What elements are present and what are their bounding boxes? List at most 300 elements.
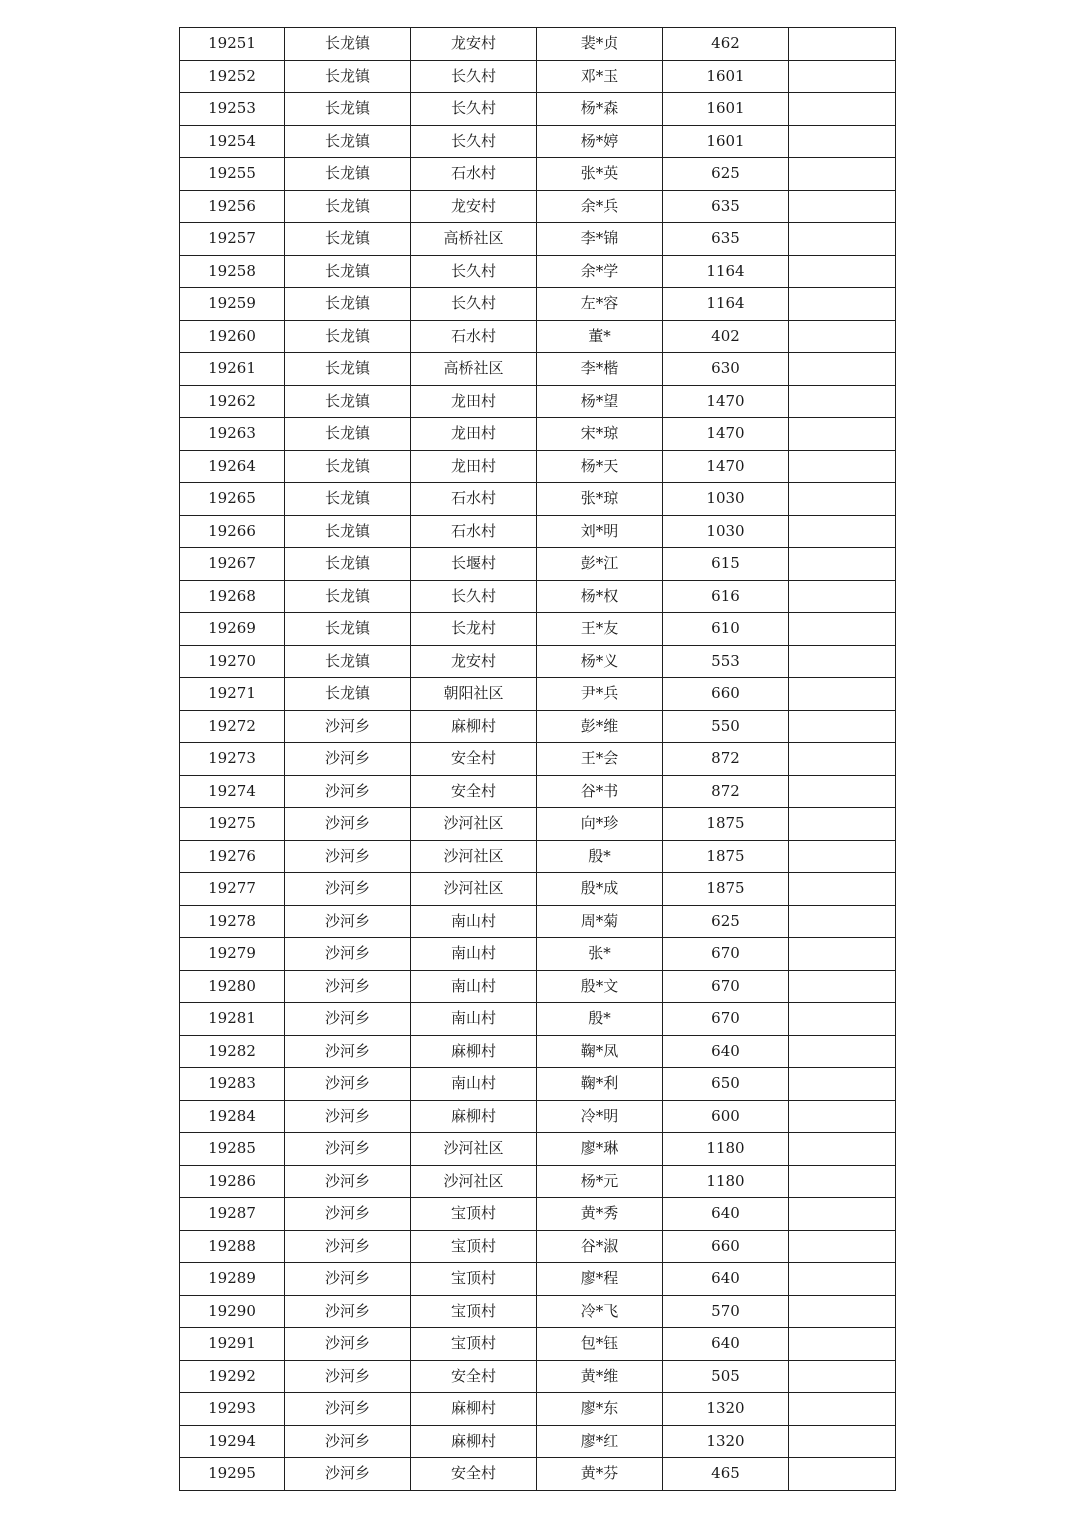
remark-cell <box>789 483 896 516</box>
remark-cell <box>789 970 896 1003</box>
township-cell: 长龙镇 <box>285 223 411 256</box>
remark-cell <box>789 1295 896 1328</box>
serial-number-cell: 19267 <box>180 548 285 581</box>
person-name-cell: 王*友 <box>537 613 663 646</box>
table-row <box>180 1035 896 1068</box>
township-cell: 长龙镇 <box>285 645 411 678</box>
village-cell: 宝顶村 <box>411 1328 537 1361</box>
serial-number-cell: 19285 <box>180 1133 285 1166</box>
township-cell: 沙河乡 <box>285 1003 411 1036</box>
township-cell: 沙河乡 <box>285 1360 411 1393</box>
serial-number-cell: 19259 <box>180 288 285 321</box>
serial-number-cell: 19282 <box>180 1035 285 1068</box>
remark-cell <box>789 775 896 808</box>
township-cell: 沙河乡 <box>285 1165 411 1198</box>
amount-cell: 402 <box>663 320 789 353</box>
village-cell: 高桥社区 <box>411 353 537 386</box>
serial-number-cell: 19266 <box>180 515 285 548</box>
amount-cell: 1180 <box>663 1133 789 1166</box>
table-row <box>180 1165 896 1198</box>
amount-cell: 670 <box>663 1003 789 1036</box>
person-name-cell: 杨*森 <box>537 93 663 126</box>
table-row <box>180 353 896 386</box>
remark-cell <box>789 1133 896 1166</box>
serial-number-cell: 19292 <box>180 1360 285 1393</box>
village-cell: 龙安村 <box>411 28 537 61</box>
township-cell: 长龙镇 <box>285 613 411 646</box>
village-cell: 安全村 <box>411 1458 537 1491</box>
village-cell: 南山村 <box>411 970 537 1003</box>
serial-number-cell: 19287 <box>180 1198 285 1231</box>
table-row <box>180 710 896 743</box>
village-cell: 安全村 <box>411 1360 537 1393</box>
amount-cell: 1875 <box>663 808 789 841</box>
amount-cell: 1470 <box>663 450 789 483</box>
amount-cell: 630 <box>663 353 789 386</box>
township-cell: 长龙镇 <box>285 60 411 93</box>
amount-cell: 1164 <box>663 255 789 288</box>
village-cell: 高桥社区 <box>411 223 537 256</box>
amount-cell: 670 <box>663 970 789 1003</box>
person-name-cell: 殷*文 <box>537 970 663 1003</box>
amount-cell: 553 <box>663 645 789 678</box>
roster-table-body <box>180 28 896 1491</box>
township-cell: 沙河乡 <box>285 938 411 971</box>
village-cell: 长久村 <box>411 60 537 93</box>
amount-cell: 615 <box>663 548 789 581</box>
table-row <box>180 385 896 418</box>
village-cell: 沙河社区 <box>411 840 537 873</box>
table-row <box>180 645 896 678</box>
remark-cell <box>789 255 896 288</box>
remark-cell <box>789 580 896 613</box>
township-cell: 沙河乡 <box>285 1295 411 1328</box>
serial-number-cell: 19276 <box>180 840 285 873</box>
remark-cell <box>789 645 896 678</box>
person-name-cell: 裴*贞 <box>537 28 663 61</box>
amount-cell: 1180 <box>663 1165 789 1198</box>
village-cell: 朝阳社区 <box>411 678 537 711</box>
remark-cell <box>789 450 896 483</box>
township-cell: 沙河乡 <box>285 905 411 938</box>
table-row <box>180 1230 896 1263</box>
serial-number-cell: 19251 <box>180 28 285 61</box>
village-cell: 宝顶村 <box>411 1295 537 1328</box>
village-cell: 宝顶村 <box>411 1230 537 1263</box>
amount-cell: 640 <box>663 1198 789 1231</box>
remark-cell <box>789 1198 896 1231</box>
township-cell: 沙河乡 <box>285 808 411 841</box>
person-name-cell: 向*珍 <box>537 808 663 841</box>
village-cell: 宝顶村 <box>411 1198 537 1231</box>
remark-cell <box>789 353 896 386</box>
township-cell: 长龙镇 <box>285 385 411 418</box>
township-cell: 沙河乡 <box>285 1198 411 1231</box>
remark-cell <box>789 840 896 873</box>
table-row <box>180 158 896 191</box>
amount-cell: 570 <box>663 1295 789 1328</box>
remark-cell <box>789 1328 896 1361</box>
township-cell: 长龙镇 <box>285 125 411 158</box>
township-cell: 沙河乡 <box>285 1035 411 1068</box>
village-cell: 龙田村 <box>411 450 537 483</box>
township-cell: 长龙镇 <box>285 450 411 483</box>
amount-cell: 610 <box>663 613 789 646</box>
serial-number-cell: 19252 <box>180 60 285 93</box>
person-name-cell: 冷*明 <box>537 1100 663 1133</box>
amount-cell: 1875 <box>663 840 789 873</box>
person-name-cell: 廖*红 <box>537 1425 663 1458</box>
person-name-cell: 谷*淑 <box>537 1230 663 1263</box>
township-cell: 沙河乡 <box>285 1393 411 1426</box>
table-row <box>180 678 896 711</box>
village-cell: 南山村 <box>411 1068 537 1101</box>
table-row <box>180 1263 896 1296</box>
serial-number-cell: 19291 <box>180 1328 285 1361</box>
township-cell: 沙河乡 <box>285 970 411 1003</box>
serial-number-cell: 19294 <box>180 1425 285 1458</box>
township-cell: 沙河乡 <box>285 840 411 873</box>
amount-cell: 1601 <box>663 125 789 158</box>
person-name-cell: 杨*望 <box>537 385 663 418</box>
remark-cell <box>789 1165 896 1198</box>
township-cell: 长龙镇 <box>285 580 411 613</box>
amount-cell: 660 <box>663 1230 789 1263</box>
village-cell: 麻柳村 <box>411 710 537 743</box>
village-cell: 南山村 <box>411 938 537 971</box>
amount-cell: 640 <box>663 1328 789 1361</box>
person-name-cell: 张*琼 <box>537 483 663 516</box>
serial-number-cell: 19290 <box>180 1295 285 1328</box>
remark-cell <box>789 1360 896 1393</box>
table-row <box>180 743 896 776</box>
table-row <box>180 1068 896 1101</box>
serial-number-cell: 19261 <box>180 353 285 386</box>
table-row <box>180 288 896 321</box>
amount-cell: 1875 <box>663 873 789 906</box>
township-cell: 沙河乡 <box>285 1328 411 1361</box>
township-cell: 沙河乡 <box>285 775 411 808</box>
table-row <box>180 93 896 126</box>
township-cell: 沙河乡 <box>285 873 411 906</box>
township-cell: 长龙镇 <box>285 190 411 223</box>
township-cell: 长龙镇 <box>285 158 411 191</box>
remark-cell <box>789 1230 896 1263</box>
serial-number-cell: 19288 <box>180 1230 285 1263</box>
village-cell: 南山村 <box>411 1003 537 1036</box>
table-row <box>180 255 896 288</box>
township-cell: 沙河乡 <box>285 1230 411 1263</box>
village-cell: 石水村 <box>411 158 537 191</box>
township-cell: 沙河乡 <box>285 1263 411 1296</box>
serial-number-cell: 19271 <box>180 678 285 711</box>
table-row <box>180 1295 896 1328</box>
village-cell: 沙河社区 <box>411 808 537 841</box>
amount-cell: 505 <box>663 1360 789 1393</box>
serial-number-cell: 19272 <box>180 710 285 743</box>
amount-cell: 616 <box>663 580 789 613</box>
table-row <box>180 450 896 483</box>
township-cell: 沙河乡 <box>285 1133 411 1166</box>
serial-number-cell: 19273 <box>180 743 285 776</box>
serial-number-cell: 19278 <box>180 905 285 938</box>
amount-cell: 1470 <box>663 385 789 418</box>
serial-number-cell: 19283 <box>180 1068 285 1101</box>
township-cell: 沙河乡 <box>285 710 411 743</box>
serial-number-cell: 19295 <box>180 1458 285 1491</box>
serial-number-cell: 19275 <box>180 808 285 841</box>
amount-cell: 640 <box>663 1035 789 1068</box>
amount-cell: 635 <box>663 190 789 223</box>
table-row <box>180 775 896 808</box>
village-cell: 麻柳村 <box>411 1425 537 1458</box>
serial-number-cell: 19268 <box>180 580 285 613</box>
village-cell: 龙安村 <box>411 645 537 678</box>
remark-cell <box>789 1068 896 1101</box>
remark-cell <box>789 288 896 321</box>
table-row <box>180 223 896 256</box>
amount-cell: 1164 <box>663 288 789 321</box>
township-cell: 沙河乡 <box>285 1425 411 1458</box>
village-cell: 南山村 <box>411 905 537 938</box>
person-name-cell: 左*容 <box>537 288 663 321</box>
table-row <box>180 28 896 61</box>
serial-number-cell: 19293 <box>180 1393 285 1426</box>
remark-cell <box>789 548 896 581</box>
person-name-cell: 周*菊 <box>537 905 663 938</box>
person-name-cell: 包*钰 <box>537 1328 663 1361</box>
table-row <box>180 60 896 93</box>
serial-number-cell: 19269 <box>180 613 285 646</box>
person-name-cell: 冷*飞 <box>537 1295 663 1328</box>
table-row <box>180 1360 896 1393</box>
serial-number-cell: 19277 <box>180 873 285 906</box>
person-name-cell: 李*锦 <box>537 223 663 256</box>
remark-cell <box>789 1003 896 1036</box>
serial-number-cell: 19280 <box>180 970 285 1003</box>
township-cell: 长龙镇 <box>285 353 411 386</box>
remark-cell <box>789 190 896 223</box>
village-cell: 长龙村 <box>411 613 537 646</box>
village-cell: 长久村 <box>411 125 537 158</box>
village-cell: 龙安村 <box>411 190 537 223</box>
serial-number-cell: 19255 <box>180 158 285 191</box>
remark-cell <box>789 125 896 158</box>
remark-cell <box>789 873 896 906</box>
table-row <box>180 1425 896 1458</box>
remark-cell <box>789 1393 896 1426</box>
serial-number-cell: 19254 <box>180 125 285 158</box>
amount-cell: 640 <box>663 1263 789 1296</box>
amount-cell: 550 <box>663 710 789 743</box>
remark-cell <box>789 938 896 971</box>
township-cell: 长龙镇 <box>285 548 411 581</box>
remark-cell <box>789 60 896 93</box>
amount-cell: 670 <box>663 938 789 971</box>
township-cell: 长龙镇 <box>285 515 411 548</box>
person-name-cell: 张*英 <box>537 158 663 191</box>
person-name-cell: 邓*玉 <box>537 60 663 93</box>
amount-cell: 1030 <box>663 515 789 548</box>
table-row <box>180 1393 896 1426</box>
person-name-cell: 杨*天 <box>537 450 663 483</box>
person-name-cell: 廖*琳 <box>537 1133 663 1166</box>
amount-cell: 872 <box>663 743 789 776</box>
amount-cell: 600 <box>663 1100 789 1133</box>
remark-cell <box>789 385 896 418</box>
amount-cell: 1030 <box>663 483 789 516</box>
remark-cell <box>789 320 896 353</box>
remark-cell <box>789 93 896 126</box>
serial-number-cell: 19257 <box>180 223 285 256</box>
person-name-cell: 廖*程 <box>537 1263 663 1296</box>
table-row <box>180 125 896 158</box>
village-cell: 石水村 <box>411 320 537 353</box>
village-cell: 长久村 <box>411 255 537 288</box>
person-name-cell: 彭*维 <box>537 710 663 743</box>
remark-cell <box>789 1263 896 1296</box>
remark-cell <box>789 515 896 548</box>
remark-cell <box>789 710 896 743</box>
person-name-cell: 鞠*利 <box>537 1068 663 1101</box>
remark-cell <box>789 158 896 191</box>
table-row <box>180 1100 896 1133</box>
amount-cell: 462 <box>663 28 789 61</box>
township-cell: 沙河乡 <box>285 743 411 776</box>
person-name-cell: 廖*东 <box>537 1393 663 1426</box>
person-name-cell: 张* <box>537 938 663 971</box>
village-cell: 长久村 <box>411 93 537 126</box>
village-cell: 麻柳村 <box>411 1035 537 1068</box>
village-cell: 安全村 <box>411 743 537 776</box>
serial-number-cell: 19253 <box>180 93 285 126</box>
table-row <box>180 483 896 516</box>
person-name-cell: 杨*义 <box>537 645 663 678</box>
township-cell: 长龙镇 <box>285 483 411 516</box>
table-row <box>180 905 896 938</box>
person-name-cell: 谷*书 <box>537 775 663 808</box>
table-row <box>180 970 896 1003</box>
table-row <box>180 1198 896 1231</box>
township-cell: 长龙镇 <box>285 418 411 451</box>
township-cell: 沙河乡 <box>285 1458 411 1491</box>
township-cell: 长龙镇 <box>285 93 411 126</box>
serial-number-cell: 19260 <box>180 320 285 353</box>
amount-cell: 1320 <box>663 1393 789 1426</box>
village-cell: 长久村 <box>411 580 537 613</box>
township-cell: 长龙镇 <box>285 320 411 353</box>
person-name-cell: 宋*琼 <box>537 418 663 451</box>
table-row <box>180 840 896 873</box>
township-cell: 沙河乡 <box>285 1068 411 1101</box>
person-name-cell: 李*楷 <box>537 353 663 386</box>
table-row <box>180 808 896 841</box>
table-row <box>180 1328 896 1361</box>
village-cell: 石水村 <box>411 515 537 548</box>
remark-cell <box>789 1100 896 1133</box>
village-cell: 安全村 <box>411 775 537 808</box>
person-name-cell: 殷* <box>537 1003 663 1036</box>
person-name-cell: 尹*兵 <box>537 678 663 711</box>
serial-number-cell: 19262 <box>180 385 285 418</box>
table-row <box>180 613 896 646</box>
remark-cell <box>789 808 896 841</box>
person-name-cell: 黄*维 <box>537 1360 663 1393</box>
amount-cell: 1601 <box>663 93 789 126</box>
person-name-cell: 殷*成 <box>537 873 663 906</box>
village-cell: 沙河社区 <box>411 1133 537 1166</box>
serial-number-cell: 19281 <box>180 1003 285 1036</box>
person-name-cell: 刘*明 <box>537 515 663 548</box>
serial-number-cell: 19265 <box>180 483 285 516</box>
serial-number-cell: 19286 <box>180 1165 285 1198</box>
amount-cell: 625 <box>663 905 789 938</box>
person-name-cell: 王*会 <box>537 743 663 776</box>
remark-cell <box>789 223 896 256</box>
village-cell: 石水村 <box>411 483 537 516</box>
remark-cell <box>789 1458 896 1491</box>
village-cell: 龙田村 <box>411 418 537 451</box>
serial-number-cell: 19274 <box>180 775 285 808</box>
serial-number-cell: 19256 <box>180 190 285 223</box>
remark-cell <box>789 1425 896 1458</box>
serial-number-cell: 19279 <box>180 938 285 971</box>
table-row <box>180 515 896 548</box>
amount-cell: 1601 <box>663 60 789 93</box>
serial-number-cell: 19289 <box>180 1263 285 1296</box>
person-name-cell: 彭*江 <box>537 548 663 581</box>
person-name-cell: 杨*权 <box>537 580 663 613</box>
township-cell: 沙河乡 <box>285 1100 411 1133</box>
amount-cell: 465 <box>663 1458 789 1491</box>
amount-cell: 1320 <box>663 1425 789 1458</box>
person-name-cell: 余*学 <box>537 255 663 288</box>
table-row <box>180 418 896 451</box>
amount-cell: 660 <box>663 678 789 711</box>
village-cell: 龙田村 <box>411 385 537 418</box>
remark-cell <box>789 905 896 938</box>
serial-number-cell: 19270 <box>180 645 285 678</box>
person-name-cell: 黄*芬 <box>537 1458 663 1491</box>
table-row <box>180 1133 896 1166</box>
township-cell: 长龙镇 <box>285 288 411 321</box>
table-row <box>180 320 896 353</box>
table-row <box>180 873 896 906</box>
table-row <box>180 1458 896 1491</box>
table-row <box>180 1003 896 1036</box>
serial-number-cell: 19264 <box>180 450 285 483</box>
table-row <box>180 580 896 613</box>
amount-cell: 635 <box>663 223 789 256</box>
roster-table <box>179 27 896 1491</box>
person-name-cell: 杨*元 <box>537 1165 663 1198</box>
remark-cell <box>789 678 896 711</box>
village-cell: 沙河社区 <box>411 873 537 906</box>
person-name-cell: 鞠*凤 <box>537 1035 663 1068</box>
village-cell: 沙河社区 <box>411 1165 537 1198</box>
township-cell: 长龙镇 <box>285 255 411 288</box>
township-cell: 长龙镇 <box>285 678 411 711</box>
table-row <box>180 190 896 223</box>
village-cell: 长久村 <box>411 288 537 321</box>
amount-cell: 625 <box>663 158 789 191</box>
person-name-cell: 杨*婷 <box>537 125 663 158</box>
person-name-cell: 黄*秀 <box>537 1198 663 1231</box>
township-cell: 长龙镇 <box>285 28 411 61</box>
remark-cell <box>789 613 896 646</box>
amount-cell: 872 <box>663 775 789 808</box>
table-row <box>180 938 896 971</box>
